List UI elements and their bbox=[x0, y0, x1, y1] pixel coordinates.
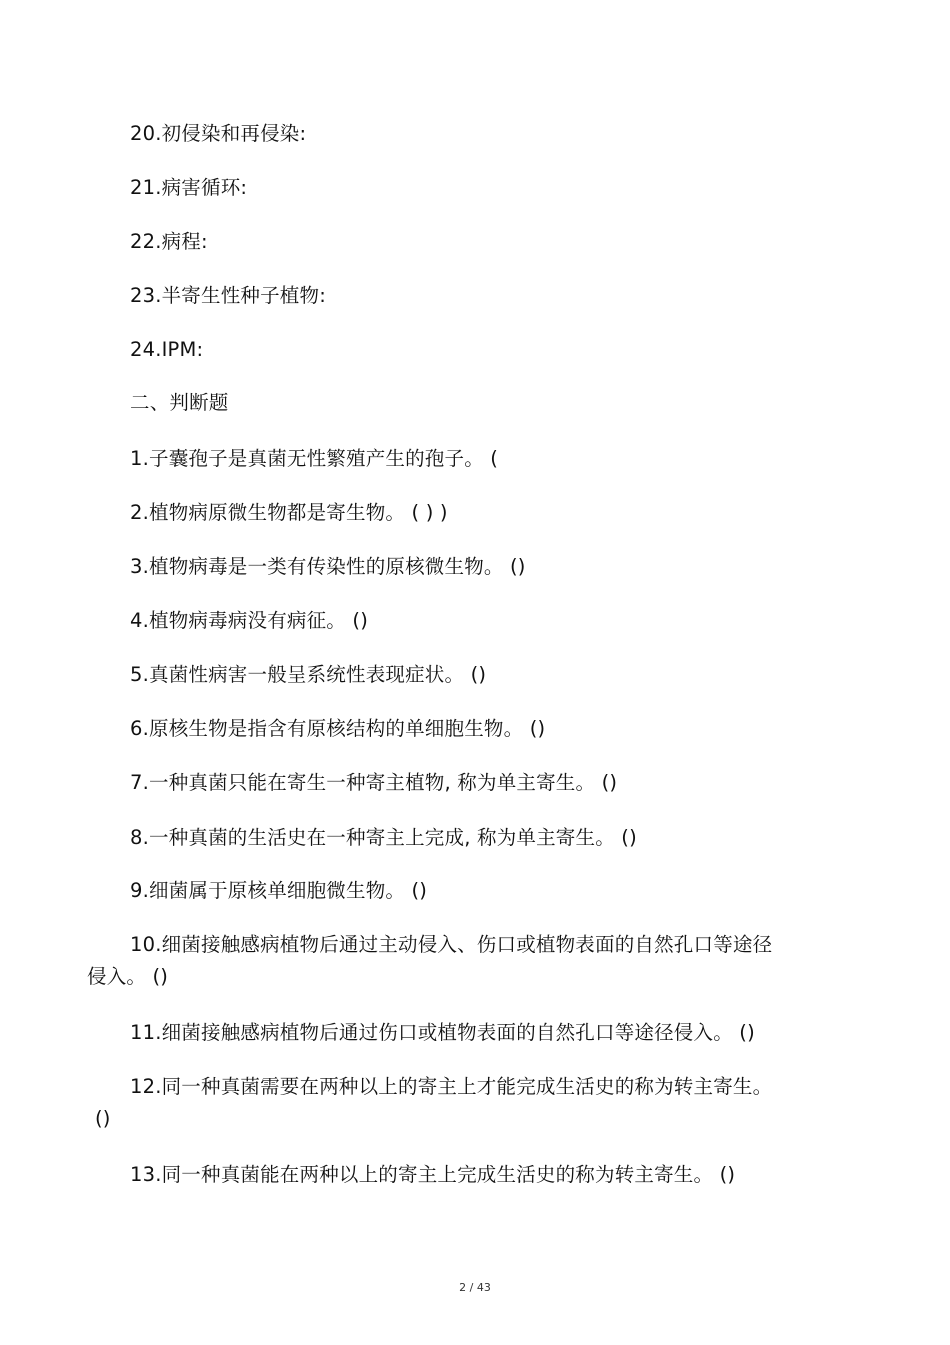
question-4: 4.植物病毒病没有病征。 () bbox=[130, 609, 369, 632]
term-21: 21.病害循环: bbox=[130, 176, 248, 199]
question-3: 3.植物病毒是一类有传染性的原核微生物。 () bbox=[130, 555, 526, 578]
question-11: 11.细菌接触感病植物后通过伤口或植物表面的自然孔口等途径侵入。 () bbox=[130, 1021, 755, 1044]
section-heading: 二、判断题 bbox=[130, 391, 229, 414]
question-8: 8.一种真菌的生活史在一种寄主上完成, 称为单主寄生。 () bbox=[130, 826, 637, 849]
page-number: 2 / 43 bbox=[459, 1281, 491, 1294]
question-1: 1.子囊孢子是真菌无性繁殖产生的孢子。 ( bbox=[130, 447, 499, 470]
question-12-line-1: 12.同一种真菌需要在两种以上的寄主上才能完成生活史的称为转主寄生。 bbox=[130, 1075, 773, 1098]
question-2: 2.植物病原微生物都是寄生物。 ( ) ) bbox=[130, 501, 448, 524]
question-9: 9.细菌属于原核单细胞微生物。 () bbox=[130, 879, 428, 902]
question-13: 13.同一种真菌能在两种以上的寄主上完成生活史的称为转主寄生。 () bbox=[130, 1163, 736, 1186]
term-24: 24.IPM: bbox=[130, 338, 204, 361]
question-5: 5.真菌性病害一般呈系统性表现症状。 () bbox=[130, 663, 487, 686]
question-6: 6.原核生物是指含有原核结构的单细胞生物。 () bbox=[130, 717, 546, 740]
question-12-line-2: () bbox=[95, 1107, 111, 1130]
question-10-line-1: 10.细菌接触感病植物后通过主动侵入、伤口或植物表面的自然孔口等途径 bbox=[130, 933, 773, 956]
question-10-line-2: 侵入。 () bbox=[87, 965, 169, 988]
term-22: 22.病程: bbox=[130, 230, 208, 253]
term-23: 23.半寄生性种子植物: bbox=[130, 284, 326, 307]
term-20: 20.初侵染和再侵染: bbox=[130, 122, 307, 145]
question-7: 7.一种真菌只能在寄生一种寄主植物, 称为单主寄生。 () bbox=[130, 771, 618, 794]
